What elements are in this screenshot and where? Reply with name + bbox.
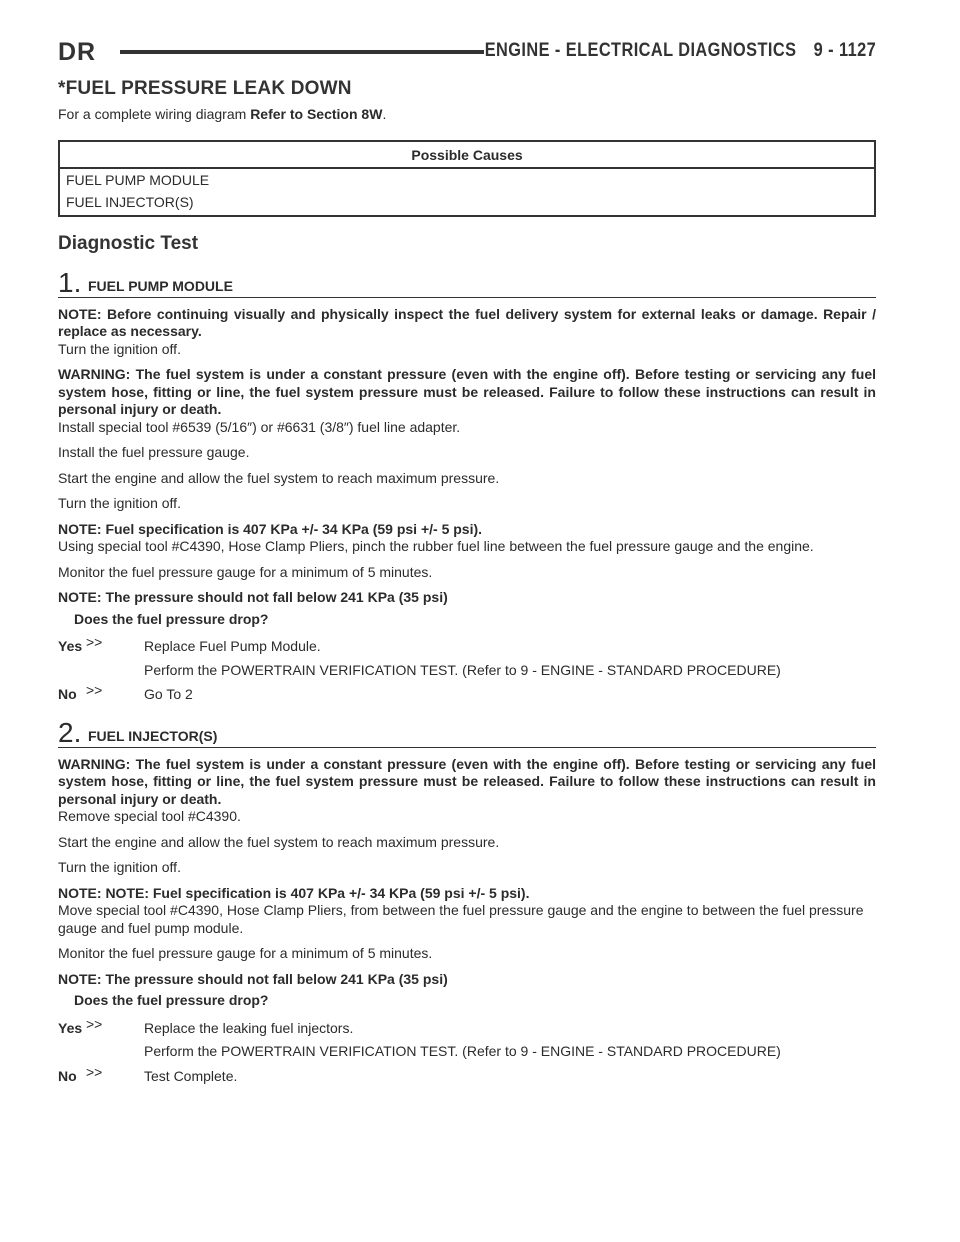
- instruction: Turn the ignition off.: [58, 859, 181, 875]
- instruction: Turn the ignition off.: [58, 340, 181, 357]
- document-body: [58, 78, 876, 1092]
- intro-line: [58, 106, 876, 124]
- header-right: [485, 40, 876, 62]
- intro-end: .: [382, 106, 387, 122]
- instruction: Install special tool #6539 (5/16″) or #6631 (3/8″) fuel line adapter.: [58, 418, 461, 435]
- header-rule: [120, 50, 484, 54]
- answer-key: No: [58, 1067, 77, 1084]
- step-1-heading: [58, 267, 876, 298]
- note: NOTE: The pressure should not fall below 241 KPa (35 psi): [58, 589, 448, 605]
- page-number: 9 - 1127: [813, 40, 876, 61]
- arrow-marker: >>: [86, 682, 103, 698]
- instruction: Monitor the fuel pressure gauge for a minimum of 5 minutes.: [58, 563, 433, 580]
- model-code: DR: [58, 38, 97, 66]
- warning: WARNING: The fuel system is under a constant pressure (even with the engine off). Before testing or servicing any fuel system hose, fitting or line, the fuel system pressure must be released. Failure to follow these instructions can result in personal injury or death.: [58, 366, 876, 417]
- answer-yes: [58, 1015, 876, 1061]
- step-number: 2.: [58, 716, 82, 748]
- answer-action: Test Complete.: [144, 1067, 238, 1084]
- instruction: Turn the ignition off.: [58, 495, 181, 511]
- answer-key: No: [58, 686, 77, 702]
- instruction: Using special tool #C4390, Hose Clamp Pliers, pinch the rubber fuel line between the fuel pressure gauge and the engine.: [58, 538, 814, 554]
- cause-item: FUEL PUMP MODULE: [66, 171, 210, 188]
- step-2-heading: [58, 717, 876, 748]
- answer-action: Replace Fuel Pump Module.: [144, 638, 321, 654]
- arrow-marker: >>: [86, 1063, 103, 1080]
- answer-yes: [58, 634, 876, 679]
- answer-no: [58, 1063, 876, 1086]
- page-header: [58, 38, 876, 68]
- wiring-reference-link[interactable]: Refer to Section 8W: [250, 106, 383, 122]
- diagnostic-test-heading: Diagnostic Test: [58, 232, 199, 254]
- answer-no: [58, 682, 876, 704]
- instruction: Install the fuel pressure gauge.: [58, 444, 250, 460]
- instruction: Remove special tool #C4390.: [58, 808, 241, 824]
- step-title: FUEL PUMP MODULE: [88, 277, 233, 294]
- instruction: Start the engine and allow the fuel system to reach maximum pressure.: [58, 833, 500, 850]
- note: NOTE: NOTE: Fuel specification is 407 KPa +/- 34 KPa (59 psi +/- 5 psi).: [58, 884, 530, 901]
- intro-text: For a complete wiring diagram: [58, 106, 247, 122]
- section-title: ENGINE - ELECTRICAL DIAGNOSTICS: [484, 40, 797, 61]
- answer-key: Yes: [58, 638, 83, 654]
- note: NOTE: Fuel specification is 407 KPa +/- 34 KPa (59 psi +/- 5 psi).: [58, 520, 483, 537]
- note: NOTE: The pressure should not fall below 241 KPa (35 psi): [58, 970, 448, 987]
- page-title: *FUEL PRESSURE LEAK DOWN: [58, 78, 352, 99]
- answer-action: Perform the POWERTRAIN VERIFICATION TEST. (Refer to 9 - ENGINE - STANDARD PROCEDURE): [144, 661, 781, 678]
- answer-action: Perform the POWERTRAIN VERIFICATION TEST. (Refer to 9 - ENGINE - STANDARD PROCEDURE): [144, 1043, 781, 1059]
- step-title: FUEL INJECTOR(S): [88, 727, 218, 744]
- instruction: Move special tool #C4390, Hose Clamp Pliers, from between the fuel pressure gauge and the engine to between the fuel pressure gauge and fuel pump module.: [58, 902, 864, 936]
- test-question: Does the fuel pressure drop?: [74, 992, 269, 1008]
- note: NOTE: Before continuing visually and physically inspect the fuel delivery system for external leaks or damage. Repair / replace as necessary.: [58, 305, 876, 339]
- warning: WARNING: The fuel system is under a constant pressure (even with the engine off). Before testing or servicing any fuel system hose, fitting or line, the fuel system pressure must be released. Failure to follow these instructions can result in personal injury or death.: [58, 755, 876, 807]
- go-to-step-2-link[interactable]: Go To 2: [144, 686, 193, 702]
- answer-key: Yes: [58, 1019, 83, 1036]
- arrow-marker: >>: [86, 634, 103, 650]
- causes-header: Possible Causes: [59, 141, 875, 168]
- test-question: Does the fuel pressure drop?: [74, 610, 269, 627]
- instruction: Start the engine and allow the fuel system to reach maximum pressure.: [58, 469, 500, 486]
- step-number: 1.: [58, 266, 82, 298]
- cause-item: FUEL INJECTOR(S): [66, 193, 194, 210]
- instruction: Monitor the fuel pressure gauge for a minimum of 5 minutes.: [58, 945, 433, 961]
- answer-action: Replace the leaking fuel injectors.: [144, 1019, 354, 1036]
- possible-causes-table: [58, 140, 876, 217]
- arrow-marker: >>: [86, 1015, 103, 1032]
